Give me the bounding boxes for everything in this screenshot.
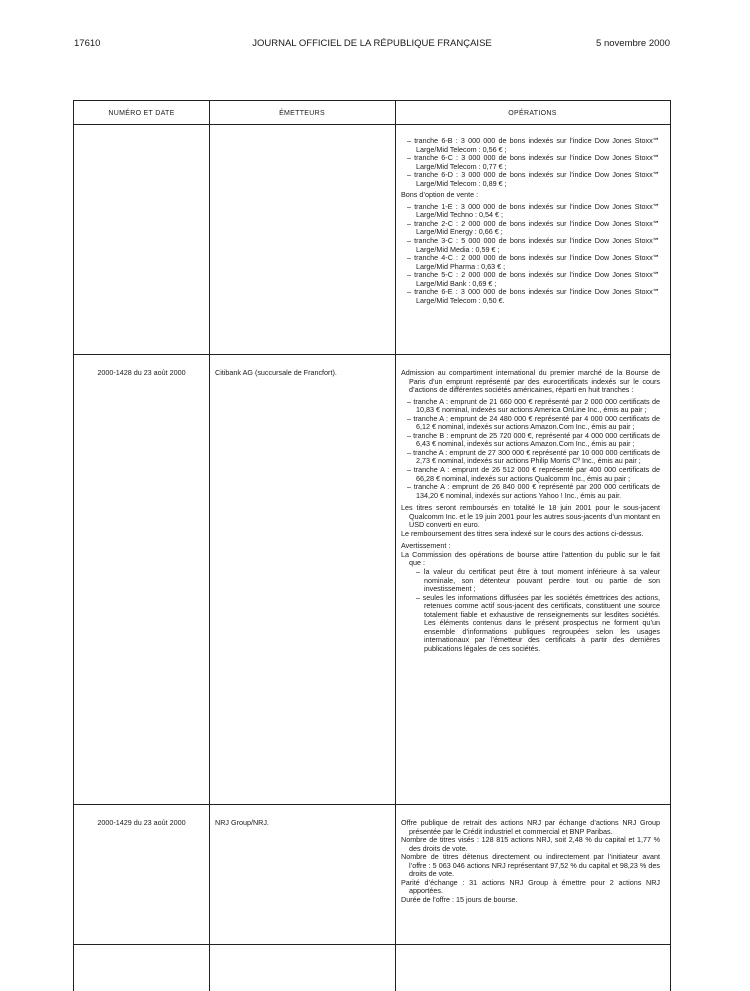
tranche-item: – tranche 1-E : 3 000 000 de bons indexés sur l’indice Dow Jones Stoxx℠ Large/Mid Techno : 0,54 € ; [407,201,660,220]
row-operations [401,369,660,654]
tranche-item: – tranche A : emprunt de 27 300 000 € représenté par 10 000 000 certificats de 2,73 € nominal, indexés sur actions Philip Morris Cº Inc., émis au pair ; [407,447,660,466]
row-emetteur: Citibank AG (succursale de Francfort). [215,368,337,377]
tranche-item: – tranche A : emprunt de 21 660 000 € représenté par 2 000 000 certificats de 10,83 € nominal, indexés sur actions America OnLine Inc., émis au pair ; [407,396,660,415]
warning-item: – seules les informations diffusées par les sociétés émettrices des actions, retenues comme actif sous-jacent des certificats, constituent une source totalement fiable et exhaustive de renseignements sur lesdites sociétés. Les éléments contenus dans le présent prospectus ne forment qu’un ensemble d’informations publiques regroupées selon les usages internationaux par l’émetteur des certificats à partir des dernières publications légales de ces sociétés. [416,592,660,653]
operation-intro: Admission au compartiment international du premier marché de la Bourse de Paris d’un emprunt représenté par des eurocertificats indexés sur le cours d’actions de différentes sociétés américaines, réparti en huit tranches : [401,368,660,395]
column-header-operations: OPÉRATIONS [508,110,557,117]
warning-intro: La Commission des opérations de bourse attire l’attention du public sur le fait que : [401,549,660,568]
tranche-item: – tranche 6-C : 3 000 000 de bons indexés sur l’indice Dow Jones Stoxx℠ Large/Mid Telecom : 0,77 € ; [407,153,660,171]
sub-heading: Bons d’option de vente : [401,190,479,200]
page-number: 17610 [74,38,101,49]
row-emetteur: NRJ Group/NRJ. [215,818,269,827]
tranche-item: – tranche A : emprunt de 24 480 000 € représenté par 4 000 000 certificats de 6,12 € nominal, indexés sur actions Amazon.Com Inc., émis au pair ; [407,413,660,432]
tranche-item: – tranche 6-E : 3 000 000 de bons indexés sur l’indice Dow Jones Stoxx℠ Large/Mid Telecom : 0,50 €. [407,287,660,305]
column-header-numero: NUMÉRO ET DATE [108,110,175,117]
operation-paragraph: Nombre de titres visés : 128 815 actions NRJ, soit 2,48 % du capital et 1,77 % des droits de vote. [401,835,660,853]
row-numero-date: 2000-1429 du 23 août 2000 [97,818,186,827]
row-rule [74,354,670,355]
publication-date: 5 novembre 2000 [596,38,670,49]
operations-continued [401,137,660,305]
tranche-item: – tranche 2-C : 2 000 000 de bons indexés sur l’indice Dow Jones Stoxx℠ Large/Mid Energy : 0,66 € ; [407,218,660,237]
tranche-item: – tranche 6-B : 3 000 000 de bons indexés sur l’indice Dow Jones Stoxx℠ Large/Mid Telecom : 0,56 € ; [407,136,660,154]
row-numero-date: 2000-1428 du 23 août 2000 [97,368,186,377]
warning-title: Avertissement : [401,541,451,551]
operation-paragraph: Offre publique de retrait des actions NRJ par échange d’actions NRJ Group présentée par le Crédit industriel et commercial et BNP Paribas. [401,818,660,836]
operation-paragraph: Nombre de titres détenus directement ou indirectement par l’initiateur avant l’offre : 5 063 046 actions NRJ représentant 97,52 % du capital et 98,23 % des droits de vote. [401,852,660,879]
tranche-item: – tranche A : emprunt de 26 840 000 € représenté par 200 000 certificats de 134,20 € nominal, indexés sur actions Yahoo ! Inc., émis au pair. [407,482,660,500]
page-header [74,38,670,52]
remboursement-text: Les titres seront remboursés en totalité le 18 juin 2001 pour le sous-jacent Qualcomm Inc. et le 19 juin 2001 pour les autres sous-jacents d’un montant en USD converti en euro. [401,503,660,530]
tranche-item: – tranche A : emprunt de 26 512 000 € représenté par 400 000 certificats de 66,28 € nominal, indexés sur actions Qualcomm Inc., émis au pair ; [407,465,660,483]
tranche-item: – tranche 5-C : 2 000 000 de bons indexés sur l’indice Dow Jones Stoxx℠ Large/Mid Bank : 0,69 € ; [407,270,660,288]
journal-title: JOURNAL OFFICIEL DE LA RÉPUBLIQUE FRANÇAISE [252,38,492,49]
indexation-text: Le remboursement des titres sera indexé sur le cours des actions ci-dessus. [401,528,644,538]
column-divider [209,101,210,991]
tranche-item: – tranche 6-D : 3 000 000 de bons indexés sur l’indice Dow Jones Stoxx℠ Large/Mid Telecom : 0,89 € ; [407,170,660,188]
operation-paragraph: Durée de l’offre : 15 jours de bourse. [401,894,518,904]
tranche-item: – tranche B : emprunt de 25 720 000 €, représenté par 4 000 000 certificats de 6,43 € nominal, indexés sur actions Amazon.Com Inc., émis au pair ; [407,430,660,449]
column-header-emetteurs: ÉMETTEURS [279,110,325,117]
warning-item: – la valeur du certificat peut être à tout moment inférieure à sa valeur nominale, son détenteur pouvant perdre tout ou partie de son investissement ; [416,567,660,594]
operations-table [73,100,671,991]
operation-paragraph: Parité d’échange : 31 actions NRJ Group à émettre pour 2 actions NRJ apportées. [401,877,660,896]
tranche-item: – tranche 4-C : 2 000 000 de bons indexés sur l’indice Dow Jones Stoxx℠ Large/Mid Pharma : 0,63 € ; [407,253,660,271]
row-rule [74,944,670,945]
tranche-item: – tranche 3-C : 5 000 000 de bons indexés sur l’indice Dow Jones Stoxx℠ Large/Mid Media : 0,59 € ; [407,236,660,254]
column-divider [395,101,396,991]
header-rule [74,124,670,125]
row-operations [401,819,660,904]
row-rule [74,804,670,805]
